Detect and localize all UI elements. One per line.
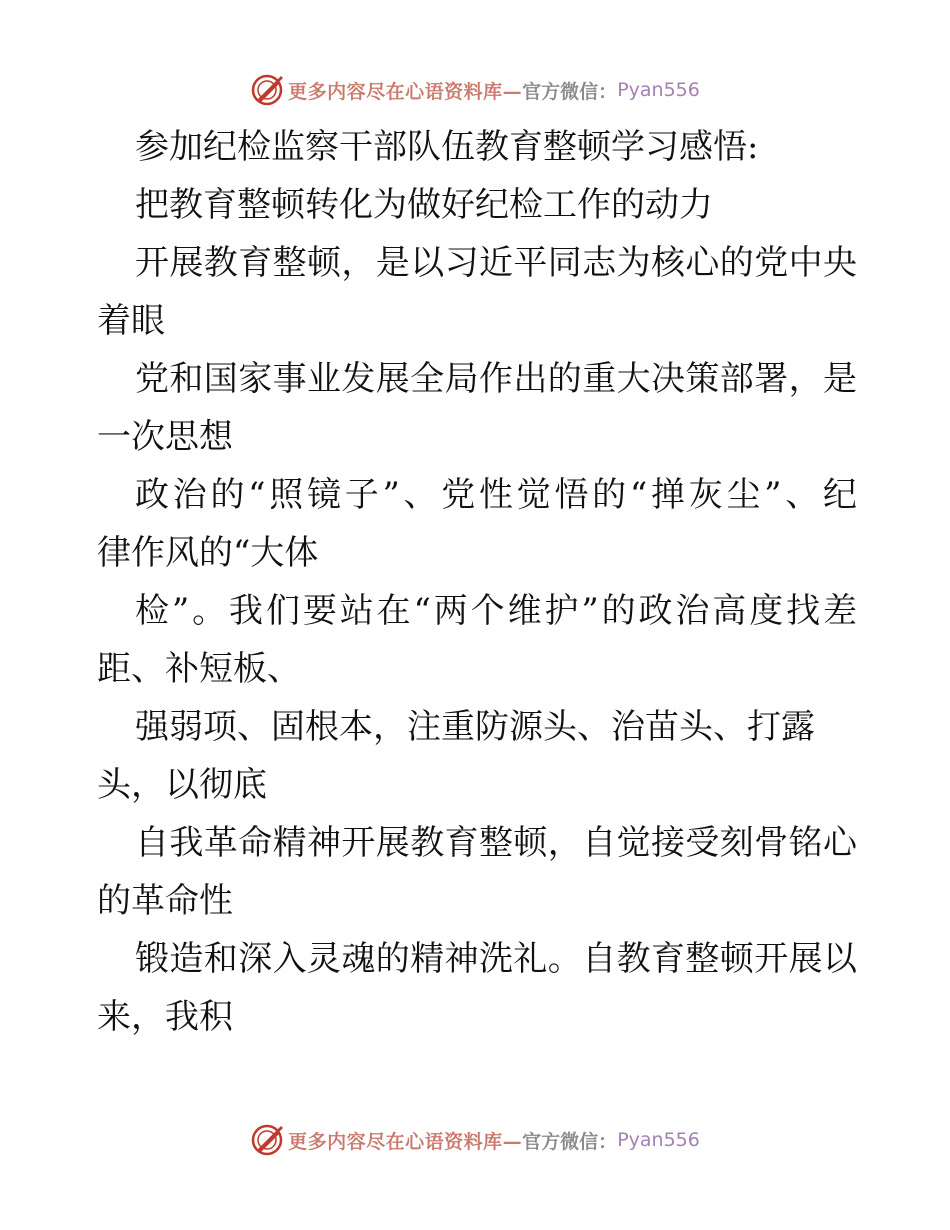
text-line: 政治的“照镜子”、党性觉悟的“掸灰尘”、纪 — [135, 475, 857, 515]
text-line: 律作风的“大体 — [97, 533, 319, 573]
text-line: 开展教育整顿，是以习近平同志为核心的党中央 — [135, 243, 857, 283]
text-line: 检”。我们要站在“两个维护”的政治高度找差 — [135, 591, 857, 631]
footer-banner — [0, 1120, 950, 1160]
text-line: 强弱项、固根本，注重防源头、治苗头、打露 — [135, 707, 815, 747]
text-line: 头，以彻底 — [97, 765, 267, 805]
footer-brand-text: 更多内容尽在心语资料库— — [288, 1130, 523, 1153]
text-line: 着眼 — [97, 301, 165, 341]
text-line: 来，我积 — [97, 997, 233, 1037]
document-body — [97, 118, 857, 1046]
text-line: 锻造和深入灵魂的精神洗礼。自教育整顿开展以 — [135, 939, 857, 979]
brand-logo-icon — [250, 1123, 284, 1157]
header-wechat-label: 官方微信： — [522, 80, 618, 103]
footer-wechat-id: Pyan556 — [617, 1129, 700, 1151]
text-line: 参加纪检监察干部队伍教育整顿学习感悟: — [135, 127, 759, 167]
text-line: 自我革命精神开展教育整顿，自觉接受刻骨铭心 — [135, 823, 857, 863]
header-banner — [0, 70, 950, 110]
header-brand-text: 更多内容尽在心语资料库— — [288, 80, 523, 103]
text-line: 党和国家事业发展全局作出的重大决策部署，是 — [135, 359, 857, 399]
brand-logo-icon — [250, 73, 284, 107]
text-line: 把教育整顿转化为做好纪检工作的动力 — [135, 185, 713, 225]
text-line: 距、补短板、 — [97, 649, 301, 689]
header-wechat-id: Pyan556 — [617, 79, 700, 101]
footer-wechat-label: 官方微信： — [522, 1130, 618, 1153]
text-line: 的革命性 — [97, 881, 233, 921]
text-line: 一次思想 — [97, 417, 233, 457]
